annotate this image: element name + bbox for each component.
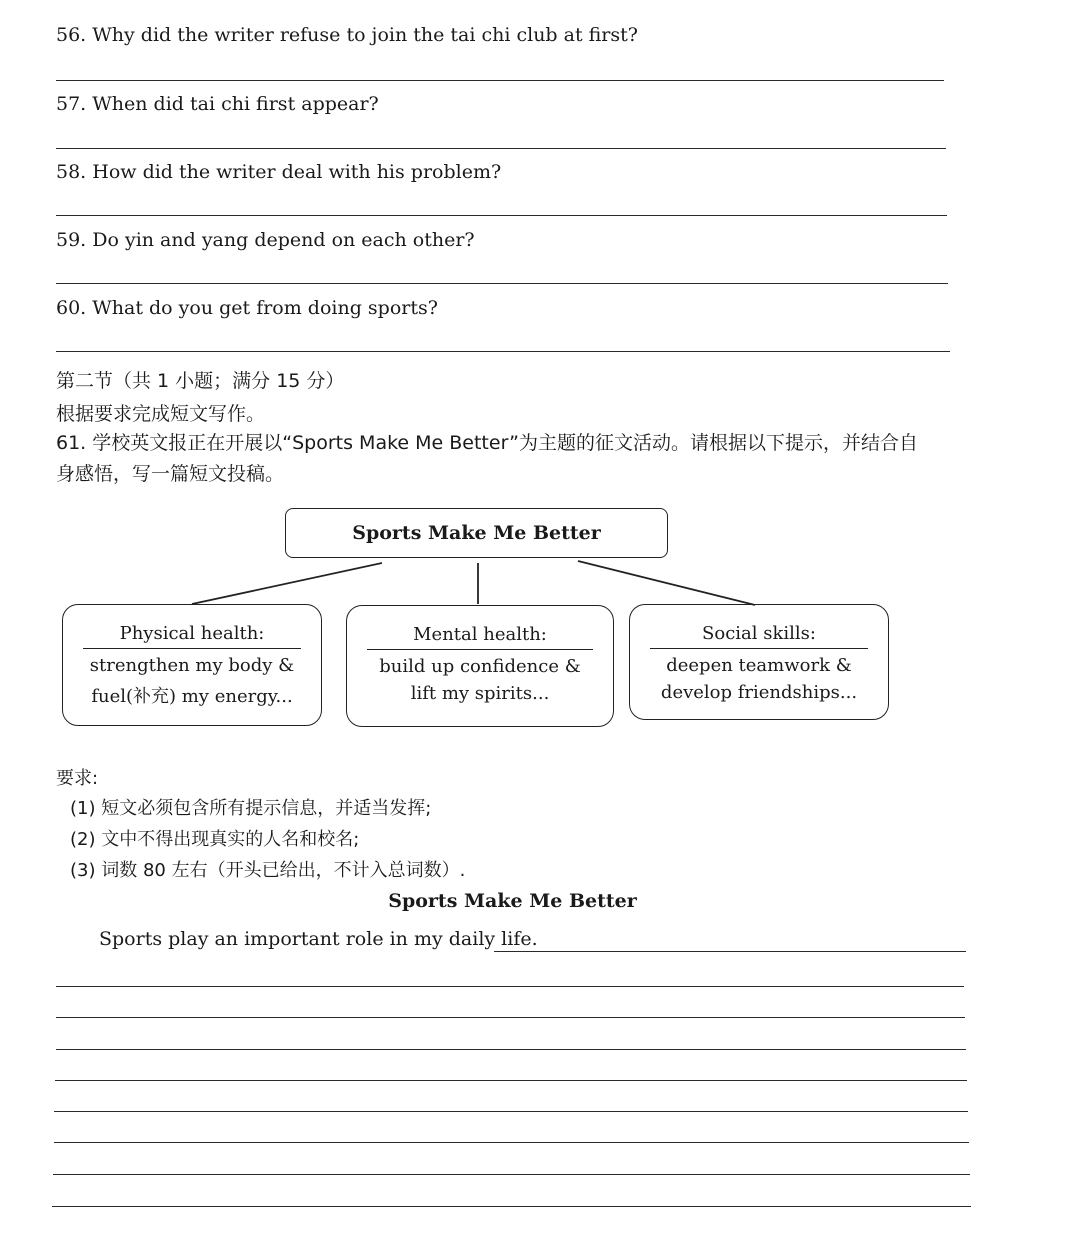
writing-prompt-line-2: 身感悟，写一篇短文投稿。 (56, 463, 285, 485)
question-58: 58. How did the writer deal with his problem? (56, 161, 502, 183)
writing-line[interactable] (55, 1080, 967, 1081)
question-57: 57. When did tai chi first appear? (56, 93, 379, 115)
box-line: build up confidence & (379, 656, 581, 677)
box-line: strengthen my body & (89, 655, 295, 676)
box-heading: Physical health: (83, 623, 301, 649)
box-line: fuel(补充) my energy... (91, 686, 293, 707)
section-heading: 第二节（共 1 小题；满分 15 分） (56, 370, 345, 392)
requirement-item: (1) 短文必须包含所有提示信息，并适当发挥; (70, 798, 432, 819)
connector-right (578, 561, 755, 605)
writing-line[interactable] (494, 951, 966, 952)
box-line: deepen teamwork & (666, 655, 852, 676)
physical-health-box (62, 604, 322, 726)
box-line: develop friendships... (660, 682, 858, 703)
box-heading: Social skills: (650, 623, 868, 649)
writing-line[interactable] (54, 1142, 969, 1143)
writing-line[interactable] (56, 1049, 966, 1050)
diagram-title-box: Sports Make Me Better (285, 508, 668, 558)
writing-line[interactable] (54, 1111, 968, 1112)
question-56: 56. Why did the writer refuse to join the tai chi club at first? (56, 24, 638, 46)
question-60: 60. What do you get from doing sports? (56, 297, 438, 319)
writing-line[interactable] (56, 986, 964, 987)
social-skills-box (629, 604, 889, 720)
box-line: lift my spirits... (410, 683, 550, 704)
writing-line[interactable] (56, 1017, 965, 1018)
question-59: 59. Do yin and yang depend on each other? (56, 229, 475, 251)
section-instruction: 根据要求完成短文写作。 (56, 403, 266, 425)
box-heading: Mental health: (367, 624, 593, 650)
requirements-label: 要求: (56, 768, 99, 789)
essay-title: Sports Make Me Better (388, 890, 637, 912)
writing-line[interactable] (52, 1206, 971, 1207)
mental-health-box (346, 605, 614, 727)
writing-prompt-line-1: 61. 学校英文报正在开展以“Sports Make Me Better”为主题的征文活动。请根据以下提示，并结合自 (56, 432, 919, 454)
requirement-item: (3) 词数 80 左右（开头已给出，不计入总词数）. (70, 860, 466, 881)
essay-first-line: Sports play an important role in my daily life. (99, 928, 538, 950)
connector-left (192, 563, 382, 604)
writing-line[interactable] (53, 1174, 970, 1175)
requirement-item: (2) 文中不得出现真实的人名和校名; (70, 829, 360, 850)
